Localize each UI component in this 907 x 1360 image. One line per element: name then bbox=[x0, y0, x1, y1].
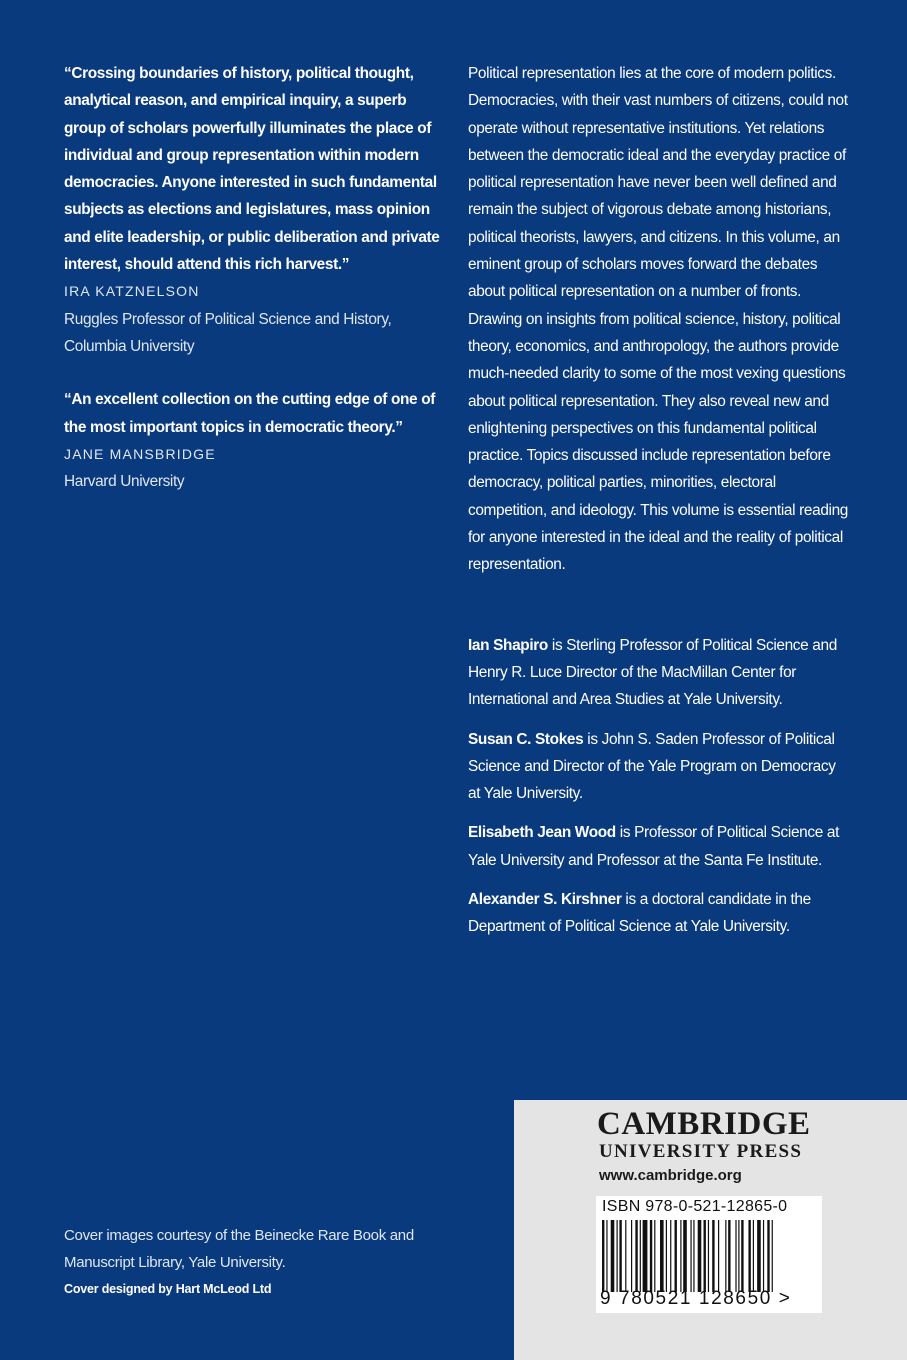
quote-katznelson bbox=[64, 60, 444, 360]
publisher-name: CAMBRIDGE bbox=[597, 1106, 811, 1142]
image-credit: Cover images courtesy of the Beinecke Rare Book and bbox=[64, 1227, 414, 1244]
description-column bbox=[468, 60, 850, 953]
quote-author: JANE MANSBRIDGE bbox=[64, 445, 216, 462]
bio-name: Elisabeth Jean Wood bbox=[468, 824, 616, 842]
bio-text: is Sterling Professor of Political Science and Henry R. Luce Director of the MacMillan Center for International and Area Studies at Yale University. bbox=[468, 636, 837, 709]
bio-kirshner bbox=[468, 886, 850, 941]
publisher-subtitle: UNIVERSITY PRESS bbox=[599, 1141, 803, 1162]
bio-wood bbox=[468, 819, 850, 874]
ean-number: 9 780521 128650 > bbox=[600, 1288, 792, 1309]
bio-text: is John S. Saden Professor of Political Science and Director of the Yale Program on Democracy at Yale University. bbox=[468, 730, 836, 803]
bio-stokes bbox=[468, 726, 850, 808]
quote-text: “Crossing boundaries of history, political thought, analytical reason, and empirical inquiry, a superb group of scholars powerfully illuminates the place of individual and group representation within modern democracies. Anyone interested in such fundamental subjects as elections and legislatures, mass opinion and elite leadership, or public deliberation and private interest, should attend this rich harvest.” bbox=[64, 65, 440, 274]
quote-affiliation: Columbia University bbox=[64, 337, 195, 355]
bio-name: Alexander S. Kirshner bbox=[468, 891, 622, 909]
quote-affiliation: Ruggles Professor of Political Science and History, bbox=[64, 310, 392, 328]
cover-credits bbox=[64, 1222, 484, 1309]
isbn-barcode bbox=[596, 1196, 822, 1313]
bio-name: Ian Shapiro bbox=[468, 636, 548, 654]
image-credit: Manuscript Library, Yale University. bbox=[64, 1254, 286, 1271]
editor-bios bbox=[468, 632, 850, 941]
bio-shapiro bbox=[468, 632, 850, 714]
book-description: Political representation lies at the core of modern politics. Democracies, with their vast numbers of citizens, could not operate without representative institutions. Yet relations between the democratic ideal and the everyday practice of political representation have never been well defined and remain the subject of vigorous debate among historians, political theorists, lawyers, and citizens. In this volume, an eminent group of scholars moves forward the debates about political representation on a number of fronts. Drawing on insights from political science, history, political theory, economics, and anthropology, the authors provide much-needed clarity to some of the most vexing questions about political representation. They also reveal new and enlightening perspectives on this fundamental political practice. Topics discussed include representation before democracy, political parties, minorities, electoral competition, and ideology. This volume is essential reading for anyone interested in the ideal and the reality of political representation. bbox=[468, 65, 849, 574]
isbn-number: ISBN 978-0-521-12865-0 bbox=[602, 1198, 788, 1215]
quote-author: IRA KATZNELSON bbox=[64, 283, 200, 300]
publisher-panel bbox=[514, 1100, 907, 1360]
bio-text: is a doctoral candidate in the Department of Political Science at Yale University. bbox=[468, 891, 811, 936]
quote-mansbridge bbox=[64, 386, 444, 495]
publisher-url[interactable]: www.cambridge.org bbox=[599, 1167, 742, 1184]
bio-text: is Professor of Political Science at Yale University and Professor at the Santa Fe Institute. bbox=[468, 824, 839, 869]
bio-name: Susan C. Stokes bbox=[468, 730, 584, 748]
quote-text: “An excellent collection on the cutting edge of one of the most important topics in democratic theory.” bbox=[64, 391, 436, 436]
endorsements bbox=[64, 60, 444, 495]
designer-credit: Cover designed by Hart McLeod Ltd bbox=[64, 1282, 272, 1296]
quote-affiliation: Harvard University bbox=[64, 473, 185, 491]
barcode-bars bbox=[600, 1220, 816, 1292]
